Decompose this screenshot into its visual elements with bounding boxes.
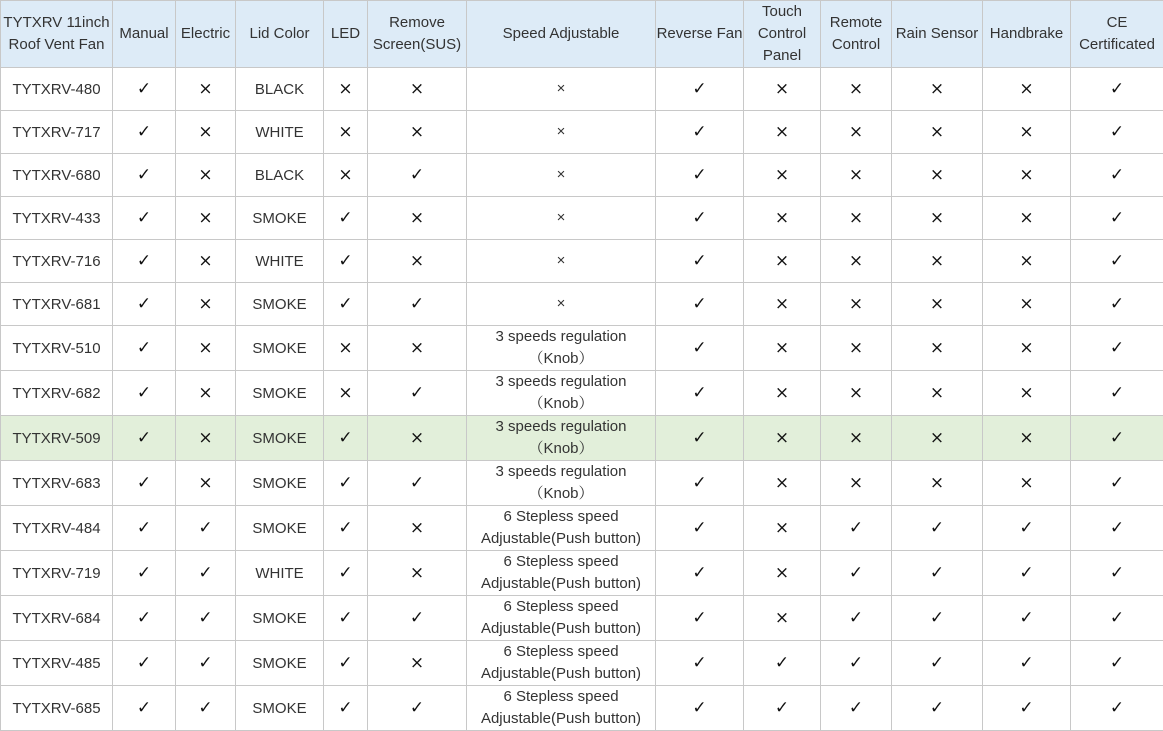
manual-cell: ✓ xyxy=(113,371,176,416)
table-row xyxy=(1,111,1163,154)
led-cell: ✓ xyxy=(324,686,368,731)
led-cell: ✓ xyxy=(324,551,368,596)
remote-control-cell: × xyxy=(821,197,892,240)
table-row xyxy=(1,371,1163,416)
table-row xyxy=(1,596,1163,641)
lid-color-cell: SMOKE xyxy=(236,326,324,371)
remote-control-cell: × xyxy=(821,111,892,154)
table-row xyxy=(1,154,1163,197)
rain-sensor-cell: ✓ xyxy=(892,641,983,686)
rain-sensor-cell: × xyxy=(892,461,983,506)
led-cell: × xyxy=(324,68,368,111)
rain-sensor-cell: ✓ xyxy=(892,551,983,596)
header-handbrake: Handbrake xyxy=(983,1,1071,68)
ce-cell: ✓ xyxy=(1071,240,1163,283)
remote-control-cell: × xyxy=(821,371,892,416)
remove-screen-cell: × xyxy=(368,641,467,686)
table-row-highlighted xyxy=(1,416,1163,461)
reverse-fan-cell: ✓ xyxy=(656,686,744,731)
reverse-fan-cell: ✓ xyxy=(656,506,744,551)
handbrake-cell: × xyxy=(983,154,1071,197)
model-cell: TYTXRV-682 xyxy=(1,371,113,416)
lid-color-cell: SMOKE xyxy=(236,283,324,326)
handbrake-cell: ✓ xyxy=(983,641,1071,686)
model-cell: TYTXRV-716 xyxy=(1,240,113,283)
handbrake-cell: × xyxy=(983,111,1071,154)
lid-color-cell: SMOKE xyxy=(236,461,324,506)
header-electric: Electric xyxy=(176,1,236,68)
rain-sensor-cell: × xyxy=(892,154,983,197)
electric-cell: × xyxy=(176,240,236,283)
electric-cell: ✓ xyxy=(176,641,236,686)
ce-cell: ✓ xyxy=(1071,197,1163,240)
reverse-fan-cell: ✓ xyxy=(656,197,744,240)
handbrake-cell: ✓ xyxy=(983,551,1071,596)
speed-adjustable-cell: 3 speeds regulation（Knob） xyxy=(467,416,656,461)
reverse-fan-cell: ✓ xyxy=(656,240,744,283)
manual-cell: ✓ xyxy=(113,551,176,596)
reverse-fan-cell: ✓ xyxy=(656,371,744,416)
ce-cell: ✓ xyxy=(1071,111,1163,154)
touch-control-cell: × xyxy=(744,461,821,506)
electric-cell: × xyxy=(176,416,236,461)
speed-adjustable-cell: × xyxy=(467,111,656,154)
touch-control-cell: × xyxy=(744,240,821,283)
ce-cell: ✓ xyxy=(1071,686,1163,731)
remote-control-cell: × xyxy=(821,240,892,283)
lid-color-cell: WHITE xyxy=(236,240,324,283)
speed-adjustable-cell: 3 speeds regulation（Knob） xyxy=(467,326,656,371)
handbrake-cell: ✓ xyxy=(983,596,1071,641)
remote-control-cell: × xyxy=(821,283,892,326)
manual-cell: ✓ xyxy=(113,197,176,240)
speed-adjustable-cell: 3 speeds regulation（Knob） xyxy=(467,461,656,506)
rain-sensor-cell: × xyxy=(892,240,983,283)
lid-color-cell: SMOKE xyxy=(236,686,324,731)
speed-adjustable-cell: × xyxy=(467,240,656,283)
model-cell: TYTXRV-485 xyxy=(1,641,113,686)
electric-cell: ✓ xyxy=(176,551,236,596)
led-cell: × xyxy=(324,371,368,416)
manual-cell: ✓ xyxy=(113,111,176,154)
header-reverse-fan: Reverse Fan xyxy=(656,1,744,68)
ce-cell: ✓ xyxy=(1071,371,1163,416)
led-cell: ✓ xyxy=(324,240,368,283)
header-led: LED xyxy=(324,1,368,68)
speed-adjustable-cell: 6 Stepless speed Adjustable(Push button) xyxy=(467,506,656,551)
led-cell: × xyxy=(324,111,368,154)
ce-cell: ✓ xyxy=(1071,596,1163,641)
speed-adjustable-cell: 6 Stepless speed Adjustable(Push button) xyxy=(467,551,656,596)
lid-color-cell: SMOKE xyxy=(236,371,324,416)
remove-screen-cell: × xyxy=(368,326,467,371)
remote-control-cell: × xyxy=(821,154,892,197)
ce-cell: ✓ xyxy=(1071,416,1163,461)
remove-screen-cell: ✓ xyxy=(368,596,467,641)
rain-sensor-cell: ✓ xyxy=(892,686,983,731)
table-row xyxy=(1,461,1163,506)
speed-adjustable-cell: × xyxy=(467,283,656,326)
electric-cell: × xyxy=(176,68,236,111)
remote-control-cell: ✓ xyxy=(821,551,892,596)
rain-sensor-cell: × xyxy=(892,371,983,416)
touch-control-cell: × xyxy=(744,68,821,111)
electric-cell: ✓ xyxy=(176,596,236,641)
handbrake-cell: × xyxy=(983,371,1071,416)
remote-control-cell: ✓ xyxy=(821,641,892,686)
remove-screen-cell: × xyxy=(368,506,467,551)
touch-control-cell: × xyxy=(744,326,821,371)
handbrake-cell: × xyxy=(983,240,1071,283)
reverse-fan-cell: ✓ xyxy=(656,596,744,641)
electric-cell: × xyxy=(176,154,236,197)
table-row xyxy=(1,326,1163,371)
header-remove-screen: Remove Screen(SUS) xyxy=(368,1,467,68)
electric-cell: × xyxy=(176,197,236,240)
model-cell: TYTXRV-719 xyxy=(1,551,113,596)
header-manual: Manual xyxy=(113,1,176,68)
electric-cell: × xyxy=(176,326,236,371)
speed-adjustable-cell: × xyxy=(467,197,656,240)
remote-control-cell: × xyxy=(821,326,892,371)
led-cell: × xyxy=(324,326,368,371)
rain-sensor-cell: ✓ xyxy=(892,596,983,641)
speed-adjustable-cell: 3 speeds regulation（Knob） xyxy=(467,371,656,416)
lid-color-cell: SMOKE xyxy=(236,641,324,686)
lid-color-cell: WHITE xyxy=(236,551,324,596)
table-row xyxy=(1,641,1163,686)
reverse-fan-cell: ✓ xyxy=(656,154,744,197)
touch-control-cell: × xyxy=(744,506,821,551)
handbrake-cell: × xyxy=(983,461,1071,506)
touch-control-cell: ✓ xyxy=(744,641,821,686)
ce-cell: ✓ xyxy=(1071,641,1163,686)
table-row xyxy=(1,197,1163,240)
speed-adjustable-cell: × xyxy=(467,68,656,111)
model-cell: TYTXRV-433 xyxy=(1,197,113,240)
led-cell: × xyxy=(324,154,368,197)
manual-cell: ✓ xyxy=(113,416,176,461)
lid-color-cell: SMOKE xyxy=(236,416,324,461)
lid-color-cell: SMOKE xyxy=(236,197,324,240)
speed-adjustable-cell: 6 Stepless speed Adjustable(Push button) xyxy=(467,686,656,731)
lid-color-cell: BLACK xyxy=(236,154,324,197)
manual-cell: ✓ xyxy=(113,154,176,197)
manual-cell: ✓ xyxy=(113,68,176,111)
remove-screen-cell: × xyxy=(368,240,467,283)
header-model: TYTXRV 11inch Roof Vent Fan xyxy=(1,1,113,68)
remote-control-cell: ✓ xyxy=(821,686,892,731)
touch-control-cell: × xyxy=(744,551,821,596)
remove-screen-cell: × xyxy=(368,416,467,461)
manual-cell: ✓ xyxy=(113,326,176,371)
lid-color-cell: WHITE xyxy=(236,111,324,154)
ce-cell: ✓ xyxy=(1071,68,1163,111)
ce-cell: ✓ xyxy=(1071,154,1163,197)
led-cell: ✓ xyxy=(324,506,368,551)
ce-cell: ✓ xyxy=(1071,326,1163,371)
manual-cell: ✓ xyxy=(113,283,176,326)
remote-control-cell: ✓ xyxy=(821,596,892,641)
header-remote-control: Remote Control xyxy=(821,1,892,68)
model-cell: TYTXRV-484 xyxy=(1,506,113,551)
touch-control-cell: × xyxy=(744,197,821,240)
lid-color-cell: SMOKE xyxy=(236,506,324,551)
table-row xyxy=(1,551,1163,596)
handbrake-cell: ✓ xyxy=(983,686,1071,731)
led-cell: ✓ xyxy=(324,461,368,506)
led-cell: ✓ xyxy=(324,641,368,686)
model-cell: TYTXRV-684 xyxy=(1,596,113,641)
table-row xyxy=(1,68,1163,111)
reverse-fan-cell: ✓ xyxy=(656,551,744,596)
rain-sensor-cell: ✓ xyxy=(892,506,983,551)
remove-screen-cell: ✓ xyxy=(368,283,467,326)
handbrake-cell: × xyxy=(983,68,1071,111)
header-touch-control-panel: Touch Control Panel xyxy=(744,1,821,68)
touch-control-cell: × xyxy=(744,416,821,461)
remove-screen-cell: × xyxy=(368,197,467,240)
remote-control-cell: × xyxy=(821,68,892,111)
reverse-fan-cell: ✓ xyxy=(656,283,744,326)
table-row xyxy=(1,283,1163,326)
rain-sensor-cell: × xyxy=(892,283,983,326)
touch-control-cell: ✓ xyxy=(744,686,821,731)
ce-cell: ✓ xyxy=(1071,283,1163,326)
handbrake-cell: × xyxy=(983,197,1071,240)
model-cell: TYTXRV-717 xyxy=(1,111,113,154)
remove-screen-cell: × xyxy=(368,68,467,111)
ce-cell: ✓ xyxy=(1071,506,1163,551)
remove-screen-cell: × xyxy=(368,551,467,596)
header-rain-sensor: Rain Sensor xyxy=(892,1,983,68)
header-ce-certificated: CE Certificated xyxy=(1071,1,1163,68)
remove-screen-cell: ✓ xyxy=(368,154,467,197)
remove-screen-cell: × xyxy=(368,111,467,154)
model-cell: TYTXRV-510 xyxy=(1,326,113,371)
touch-control-cell: × xyxy=(744,154,821,197)
remote-control-cell: ✓ xyxy=(821,506,892,551)
model-cell: TYTXRV-685 xyxy=(1,686,113,731)
touch-control-cell: × xyxy=(744,371,821,416)
remove-screen-cell: ✓ xyxy=(368,461,467,506)
model-cell: TYTXRV-509 xyxy=(1,416,113,461)
manual-cell: ✓ xyxy=(113,461,176,506)
electric-cell: × xyxy=(176,371,236,416)
electric-cell: × xyxy=(176,283,236,326)
table-row xyxy=(1,506,1163,551)
ce-cell: ✓ xyxy=(1071,461,1163,506)
speed-adjustable-cell: 6 Stepless speed Adjustable(Push button) xyxy=(467,596,656,641)
touch-control-cell: × xyxy=(744,596,821,641)
reverse-fan-cell: ✓ xyxy=(656,416,744,461)
header-lid-color: Lid Color xyxy=(236,1,324,68)
led-cell: ✓ xyxy=(324,596,368,641)
manual-cell: ✓ xyxy=(113,240,176,283)
rain-sensor-cell: × xyxy=(892,416,983,461)
reverse-fan-cell: ✓ xyxy=(656,326,744,371)
table-row xyxy=(1,240,1163,283)
led-cell: ✓ xyxy=(324,416,368,461)
handbrake-cell: × xyxy=(983,326,1071,371)
handbrake-cell: ✓ xyxy=(983,506,1071,551)
led-cell: ✓ xyxy=(324,283,368,326)
manual-cell: ✓ xyxy=(113,506,176,551)
reverse-fan-cell: ✓ xyxy=(656,461,744,506)
remove-screen-cell: ✓ xyxy=(368,371,467,416)
electric-cell: × xyxy=(176,111,236,154)
remote-control-cell: × xyxy=(821,416,892,461)
manual-cell: ✓ xyxy=(113,596,176,641)
reverse-fan-cell: ✓ xyxy=(656,68,744,111)
remote-control-cell: × xyxy=(821,461,892,506)
led-cell: ✓ xyxy=(324,197,368,240)
rain-sensor-cell: × xyxy=(892,326,983,371)
manual-cell: ✓ xyxy=(113,686,176,731)
reverse-fan-cell: ✓ xyxy=(656,641,744,686)
electric-cell: × xyxy=(176,461,236,506)
touch-control-cell: × xyxy=(744,111,821,154)
electric-cell: ✓ xyxy=(176,506,236,551)
rain-sensor-cell: × xyxy=(892,68,983,111)
header-speed-adjustable: Speed Adjustable xyxy=(467,1,656,68)
rain-sensor-cell: × xyxy=(892,111,983,154)
table-header-row xyxy=(1,1,1163,68)
handbrake-cell: × xyxy=(983,416,1071,461)
lid-color-cell: BLACK xyxy=(236,68,324,111)
remove-screen-cell: ✓ xyxy=(368,686,467,731)
model-cell: TYTXRV-480 xyxy=(1,68,113,111)
speed-adjustable-cell: 6 Stepless speed Adjustable(Push button) xyxy=(467,641,656,686)
touch-control-cell: × xyxy=(744,283,821,326)
lid-color-cell: SMOKE xyxy=(236,596,324,641)
handbrake-cell: × xyxy=(983,283,1071,326)
manual-cell: ✓ xyxy=(113,641,176,686)
electric-cell: ✓ xyxy=(176,686,236,731)
model-cell: TYTXRV-683 xyxy=(1,461,113,506)
reverse-fan-cell: ✓ xyxy=(656,111,744,154)
table-row xyxy=(1,686,1163,731)
model-cell: TYTXRV-680 xyxy=(1,154,113,197)
rain-sensor-cell: × xyxy=(892,197,983,240)
speed-adjustable-cell: × xyxy=(467,154,656,197)
model-cell: TYTXRV-681 xyxy=(1,283,113,326)
ce-cell: ✓ xyxy=(1071,551,1163,596)
